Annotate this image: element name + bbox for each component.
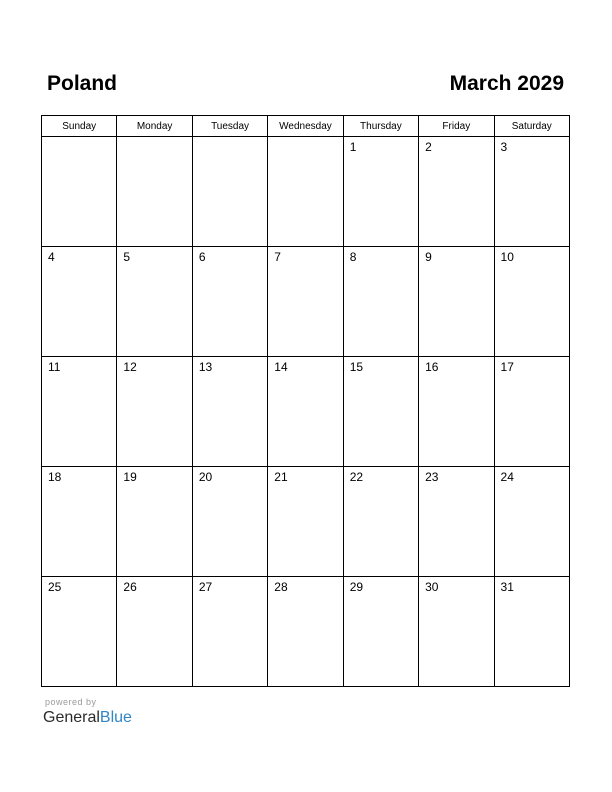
day-cell [494,577,569,687]
day-number [42,137,116,141]
weekday-header-row [42,116,570,137]
weekday-wednesday: Wednesday [268,116,343,137]
day-number: 27 [198,580,213,594]
day-cell [419,357,494,467]
day-cell [268,577,343,687]
day-number: 9 [425,250,432,264]
day-cell [192,247,267,357]
day-cell [419,137,494,247]
day-cell [419,577,494,687]
day-number: 12 [123,360,137,374]
week-row [42,247,570,357]
day-cell [192,467,267,577]
day-cell [494,357,569,467]
day-number: 5 [123,250,131,264]
day-number: 8 [349,250,357,264]
country-title: Poland [47,72,118,95]
day-cell [494,467,569,577]
day-number: 22 [349,470,364,484]
week-row [42,577,570,687]
day-cell [419,467,494,577]
day-number: 21 [274,470,288,484]
weekday-friday: Friday [419,116,494,137]
day-number: 15 [349,360,364,374]
day-number [268,137,342,141]
footer-branding [43,697,132,728]
week-row [42,467,570,577]
day-number: 25 [48,580,62,594]
day-cell [42,247,117,357]
day-cell [117,357,192,467]
day-number: 23 [425,470,439,484]
weekday-monday: Monday [117,116,192,137]
day-number: 17 [500,360,514,374]
day-cell [192,137,267,247]
day-number: 24 [500,470,514,484]
day-number: 7 [274,250,281,264]
weekday-thursday: Thursday [343,116,418,137]
day-cell [268,247,343,357]
week-row [42,137,570,247]
calendar-header [41,70,570,100]
day-cell [192,357,267,467]
day-number [117,137,191,141]
day-number: 18 [48,470,62,484]
brand-name-part1: General [43,709,100,726]
weekday-sunday: Sunday [42,116,117,137]
day-cell [419,247,494,357]
day-cell [494,137,569,247]
day-number: 3 [500,140,508,154]
day-number: 13 [198,360,213,374]
day-cell [268,467,343,577]
day-number: 20 [198,470,213,484]
day-cell [268,357,343,467]
day-cell [117,467,192,577]
day-cell [192,577,267,687]
day-cell [343,357,418,467]
day-cell [117,137,192,247]
day-number: 16 [425,360,439,374]
day-number: 30 [425,580,439,594]
day-number: 31 [500,580,514,594]
day-cell [117,247,192,357]
brand-name-part2: Blue [99,709,132,726]
day-number: 14 [274,360,288,374]
month-year-title: March 2029 [449,72,564,95]
day-number: 19 [123,470,137,484]
day-cell [42,137,117,247]
generalblue-logo[interactable] [43,708,132,728]
day-cell [494,247,569,357]
day-number [193,137,267,141]
day-number: 28 [274,580,288,594]
day-number: 11 [48,360,61,374]
week-row [42,357,570,467]
day-cell [42,577,117,687]
weekday-saturday: Saturday [494,116,569,137]
day-cell [343,247,418,357]
calendar-grid [41,115,570,687]
powered-by-label: powered by [45,697,97,707]
day-cell [268,137,343,247]
day-number: 26 [123,580,137,594]
day-number: 29 [349,580,364,594]
day-number: 1 [349,140,357,154]
day-cell [42,357,117,467]
weekday-tuesday: Tuesday [192,116,267,137]
day-number: 6 [198,250,206,264]
day-number: 2 [425,140,432,154]
day-number: 4 [48,250,55,264]
day-cell [343,467,418,577]
day-cell [343,577,418,687]
day-number: 10 [500,250,514,264]
day-cell [117,577,192,687]
day-cell [343,137,418,247]
day-cell [42,467,117,577]
